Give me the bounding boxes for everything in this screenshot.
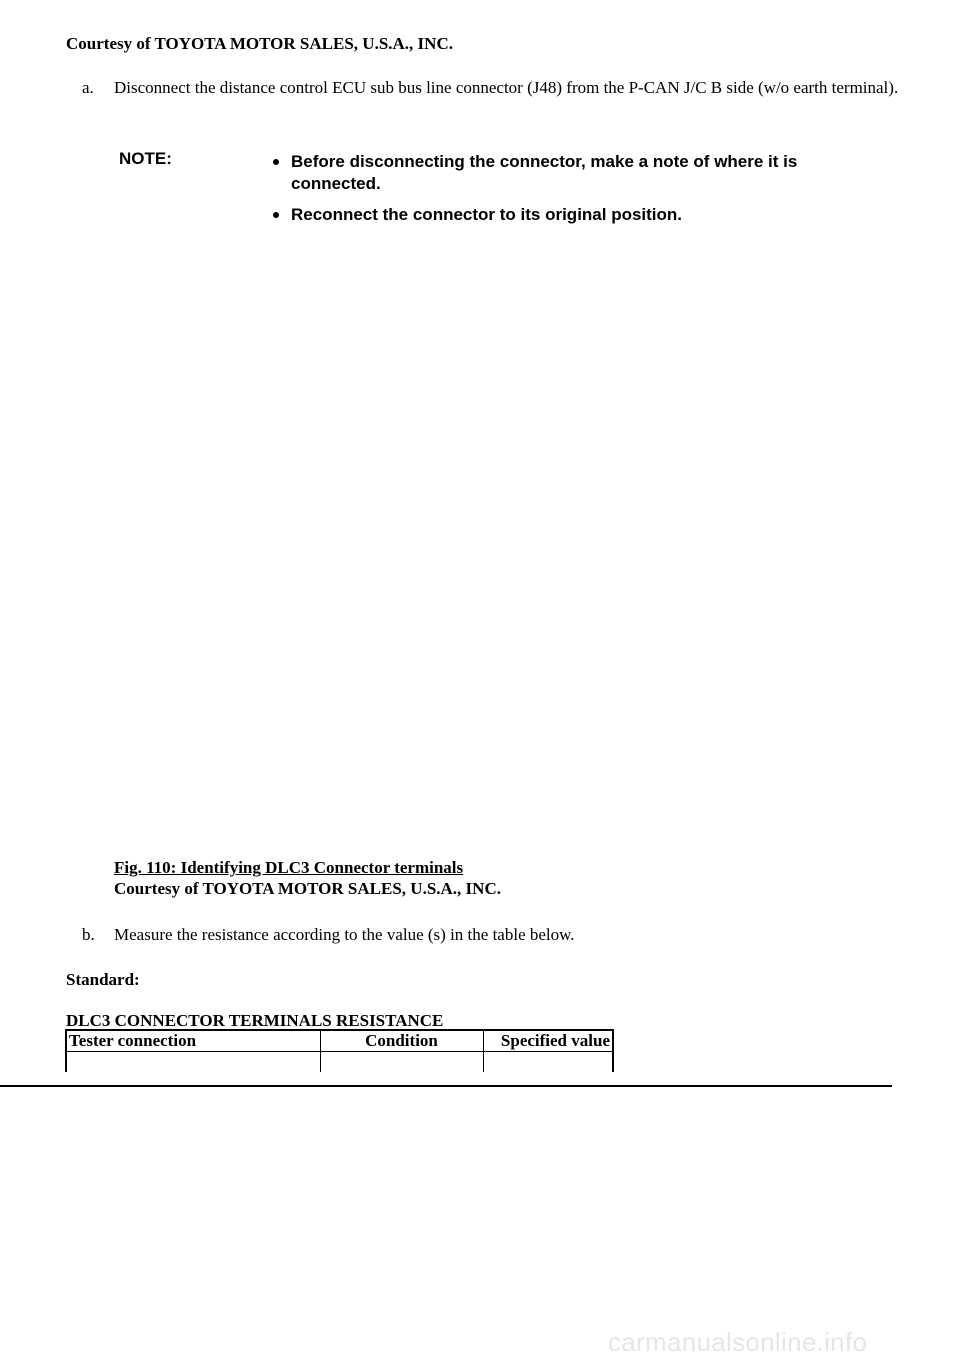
- note-item: Before disconnecting the connector, make a note of where it is connected.: [271, 151, 891, 195]
- header-specified-value: Specified value: [483, 1030, 613, 1052]
- table-row: [66, 1052, 613, 1073]
- note-item: Reconnect the connector to its original position.: [271, 204, 891, 226]
- step-a-text: Disconnect the distance control ECU sub bus line connector (J48) from the P-CAN J/C B side (w/o earth terminal).: [114, 78, 899, 97]
- table-title: DLC3 CONNECTOR TERMINALS RESISTANCE: [66, 1011, 444, 1030]
- figure-courtesy-top: Courtesy of TOYOTA MOTOR SALES, U.S.A., INC.: [66, 34, 453, 53]
- table-cell: [66, 1052, 320, 1073]
- header-tester-connection: Tester connection: [66, 1030, 320, 1052]
- table-cell: [483, 1052, 613, 1073]
- note-label: NOTE:: [119, 149, 172, 168]
- figure-caption[interactable]: Fig. 110: Identifying DLC3 Connector terminals: [114, 858, 464, 877]
- step-a-marker: a.: [82, 78, 94, 97]
- step-b-marker: b.: [82, 925, 95, 944]
- standard-label: Standard:: [66, 970, 140, 989]
- resistance-table: [65, 1029, 614, 1072]
- table-header-row: [66, 1030, 613, 1052]
- note-list: [271, 151, 891, 235]
- step-b-text: Measure the resistance according to the value (s) in the table below.: [114, 925, 575, 944]
- watermark: carmanualsonline.info: [608, 1327, 868, 1357]
- figure-courtesy: Courtesy of TOYOTA MOTOR SALES, U.S.A., INC.: [114, 879, 501, 898]
- page-divider: [0, 1085, 892, 1087]
- table-cell: [320, 1052, 483, 1073]
- header-condition: Condition: [320, 1030, 483, 1052]
